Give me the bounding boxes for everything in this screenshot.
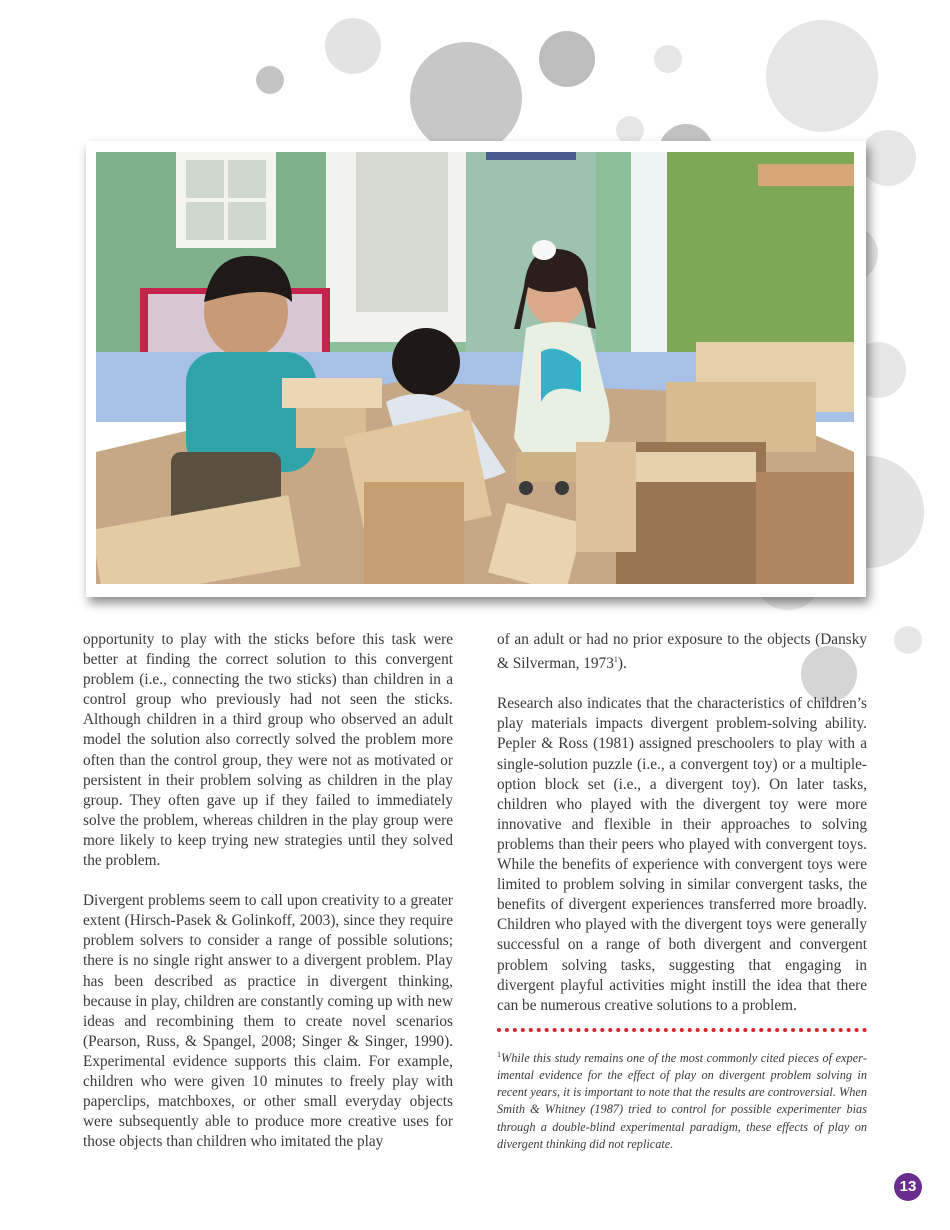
deco-circle <box>616 116 644 144</box>
paragraph-text-end: ). <box>617 655 627 673</box>
deco-circle <box>860 130 916 186</box>
paragraph-text: of an adult or had no prior exposure to the objects (Dansky & Silverman, 1973 <box>497 631 867 673</box>
footnote <box>497 1046 867 1153</box>
footnote-marker: 1 <box>497 1049 501 1059</box>
photo-frame <box>86 141 866 597</box>
body-paragraph: Research also indicates that the characteristics of children’s play materials impacts divergent problem-solving ability. Pepler & Ross (1981) assigned preschoolers to play with a single-solution puzzle (i.e., a convergent toy) or a multiple-option block set (i.e., a divergent toy). On later tasks, children who played with the divergent toy were more innovative and flexible in their approaches to solving problems than their peers who played with convergent toys. While the benefits of experience with convergent toys were limited to problem solving in similar convergent tasks, the benefits of divergent experiences transferred more broadly. Children who played with the divergent toys were generally successful on a range of both divergent and convergent problem solving tasks, suggesting that engaging in divergent playful activities might instill the idea that there can be numerous creative solutions to a problem. <box>497 695 867 1014</box>
deco-circle <box>410 42 522 154</box>
footnote-divider <box>497 1028 867 1032</box>
body-paragraph: opportunity to play with the sticks before this task were better at finding the correct solution to this convergent problem (i.e., connecting the two sticks) than children in a control group who previously had not seen the sticks. Although children in a third group who observed an adult model the solution also correctly solved the problem more often than the control group, they were not as motivated or persistent in their problem solving as children in the play group. They often gave up if they failed to immediately solve the problem, whereas children in the play group were more likely to keep trying new strategies until they solved the problem. <box>83 631 453 870</box>
children-playing-photo <box>96 152 854 584</box>
deco-circle <box>325 18 381 74</box>
right-column <box>497 630 867 1153</box>
deco-circle <box>894 626 922 654</box>
deco-circle <box>654 45 682 73</box>
left-column <box>83 630 453 1172</box>
body-paragraph <box>497 630 867 674</box>
deco-circle <box>766 20 878 132</box>
deco-circle <box>256 66 284 94</box>
footnote-text: While this study remains one of the most commonly cited pieces of experimental evidence for the effect of play on divergent problem solving in recent years, it is important to note that the results are controversial. When Smith & Whitney (1987) tried to control for possible experimenter bias through a double-blind experimental paradigm, these effects of play on divergent thinking did not replicate. <box>497 1050 867 1151</box>
body-paragraph: Divergent problems seem to call upon creativity to a greater extent (Hirsch-Pasek & Golinkoff, 2003), since they require problem solvers to consider a range of possible solutions; there is no single right answer to a divergent problem. Play has been described as practice in divergent thinking, because in play, children are constantly coming up with new ideas and recombining them to create novel scenarios (Pearson, Russ, & Spangel, 2008; Singer & Singer, 1990). Experimental evidence supports this claim. For example, children who were given 10 minutes to freely play with paperclips, matchboxes, or other small everyday objects were subsequently able to produce more creative uses for those objects than children who imitated the play <box>83 892 453 1151</box>
deco-circle <box>539 31 595 87</box>
footnote-reference: 1 <box>613 655 618 665</box>
page-number-badge: 13 <box>894 1173 922 1201</box>
